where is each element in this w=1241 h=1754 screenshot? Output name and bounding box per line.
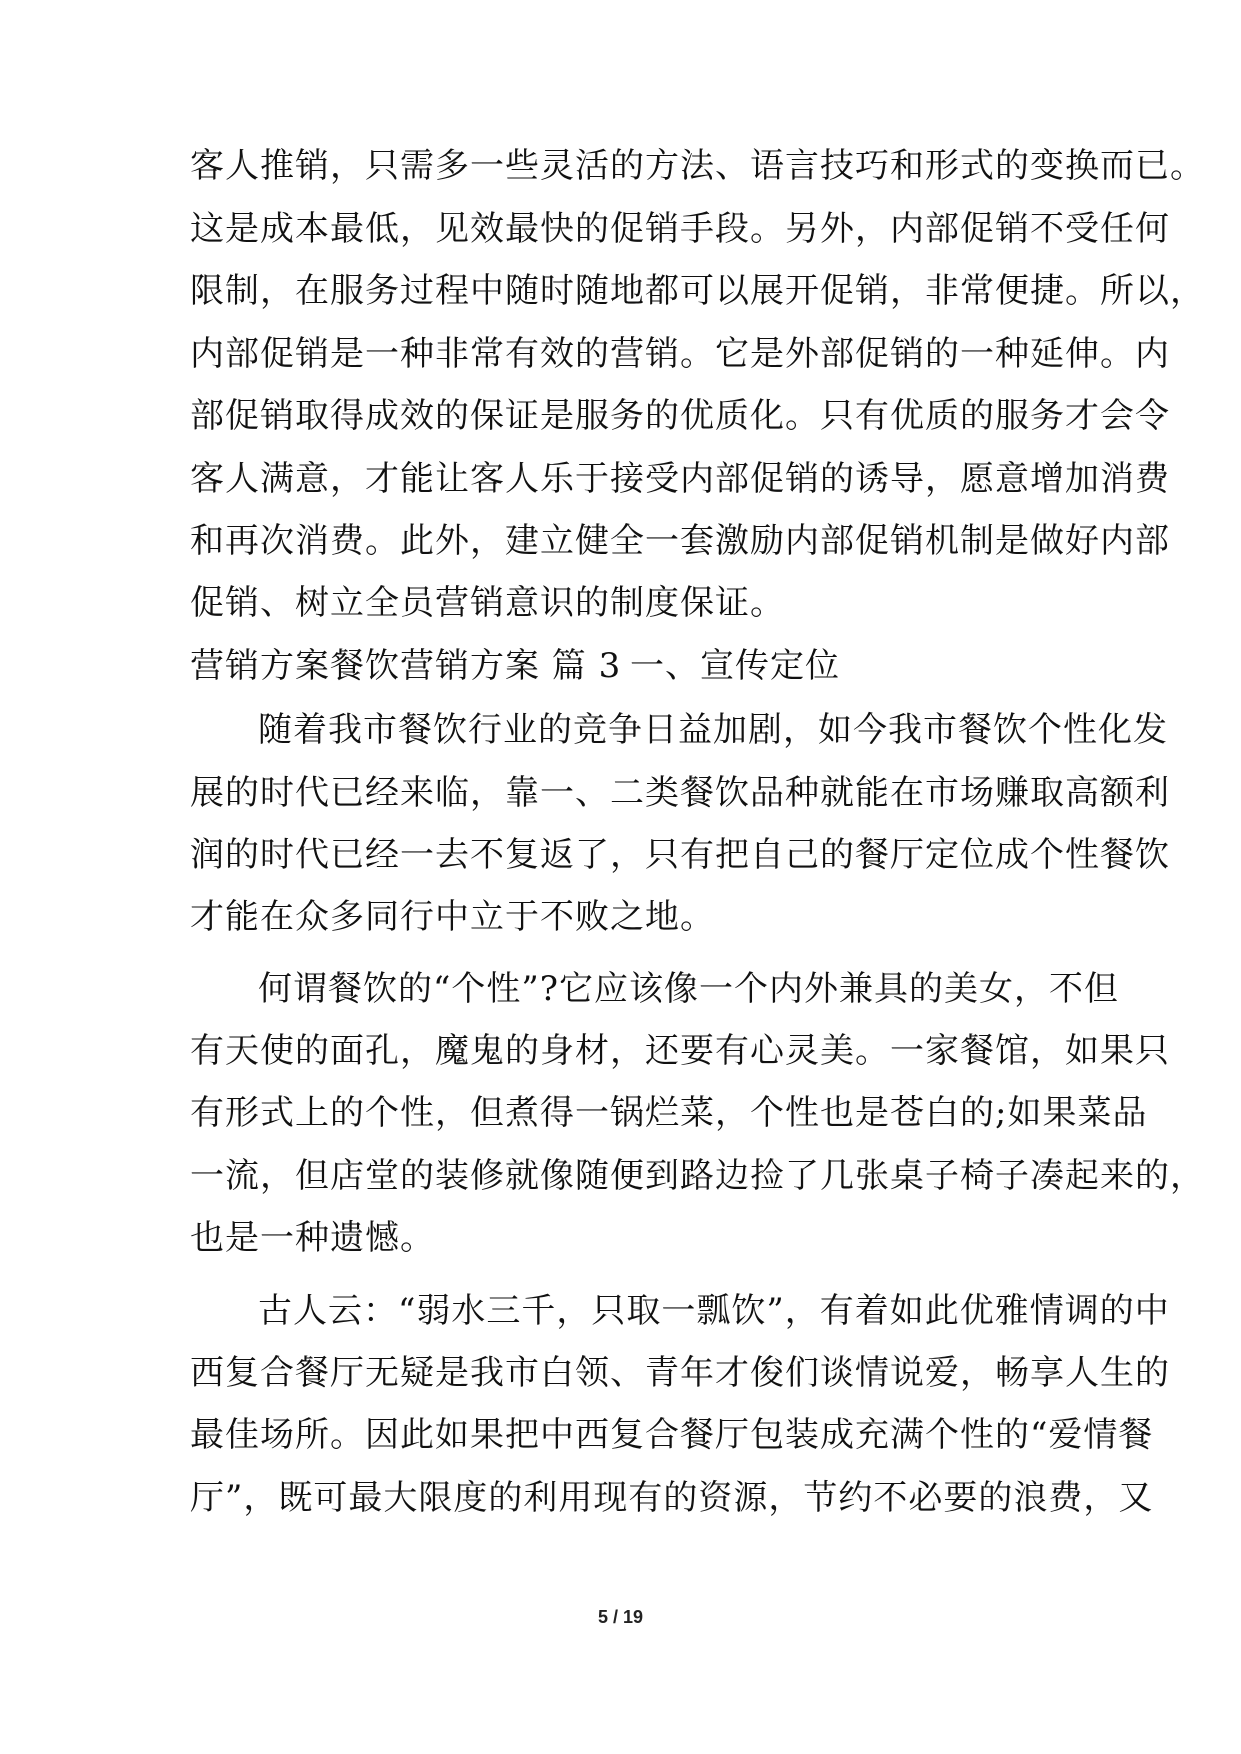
- text-line: 古人云：“弱水三千，只取一瓢饮”，有着如此优雅情调的中: [258, 1291, 1170, 1331]
- text-line: 西复合餐厅无疑是我市白领、青年才俊们谈情说爱，畅享人生的: [190, 1353, 1170, 1393]
- text-line: 何谓餐饮的“个性”?它应该像一个内外兼具的美女，不但: [258, 969, 1119, 1009]
- text-line: 这是成本最低，见效最快的促销手段。另外，内部促销不受任何: [190, 209, 1170, 249]
- text-line: 厅”，既可最大限度的利用现有的资源，节约不必要的浪费，又: [190, 1478, 1154, 1518]
- text-line: 有形式上的个性，但煮得一锅烂菜，个性也是苍白的;如果菜品: [190, 1093, 1148, 1133]
- text-line: 部促销取得成效的保证是服务的优质化。只有优质的服务才会令: [190, 396, 1170, 436]
- section-title: 营销方案餐饮营销方案 篇 3: [190, 646, 622, 686]
- text-line: 有天使的面孔，魔鬼的身材，还要有心灵美。一家餐馆，如果只: [190, 1031, 1170, 1071]
- section-subtitle: 一、宣传定位: [630, 646, 840, 686]
- text-line: 客人推销，只需多一些灵活的方法、语言技巧和形式的变换而已。: [190, 146, 1205, 186]
- text-line: 润的时代已经一去不复返了，只有把自己的餐厅定位成个性餐饮: [190, 835, 1170, 875]
- text-line: 随着我市餐饮行业的竞争日益加剧，如今我市餐饮个性化发: [258, 710, 1168, 750]
- text-line: 内部促销是一种非常有效的营销。它是外部促销的一种延伸。内: [190, 334, 1170, 374]
- text-line: 也是一种遗憾。: [190, 1218, 435, 1258]
- text-line: 最佳场所。因此如果把中西复合餐厅包装成充满个性的“爱情餐: [190, 1415, 1154, 1455]
- text-line: 才能在众多同行中立于不败之地。: [190, 897, 715, 937]
- text-line: 一流，但店堂的装修就像随便到路边捡了几张桌子椅子凑起来的，: [190, 1156, 1205, 1196]
- text-line: 促销、树立全员营销意识的制度保证。: [190, 583, 785, 623]
- text-line: 客人满意，才能让客人乐于接受内部促销的诱导，愿意增加消费: [190, 459, 1170, 499]
- text-line: 展的时代已经来临，靠一、二类餐饮品种就能在市场赚取高额利: [190, 773, 1170, 813]
- page-number: 5 / 19: [597, 1607, 644, 1627]
- text-line: 限制，在服务过程中随时随地都可以展开促销，非常便捷。所以，: [190, 271, 1205, 311]
- text-line: 和再次消费。此外，建立健全一套激励内部促销机制是做好内部: [190, 521, 1170, 561]
